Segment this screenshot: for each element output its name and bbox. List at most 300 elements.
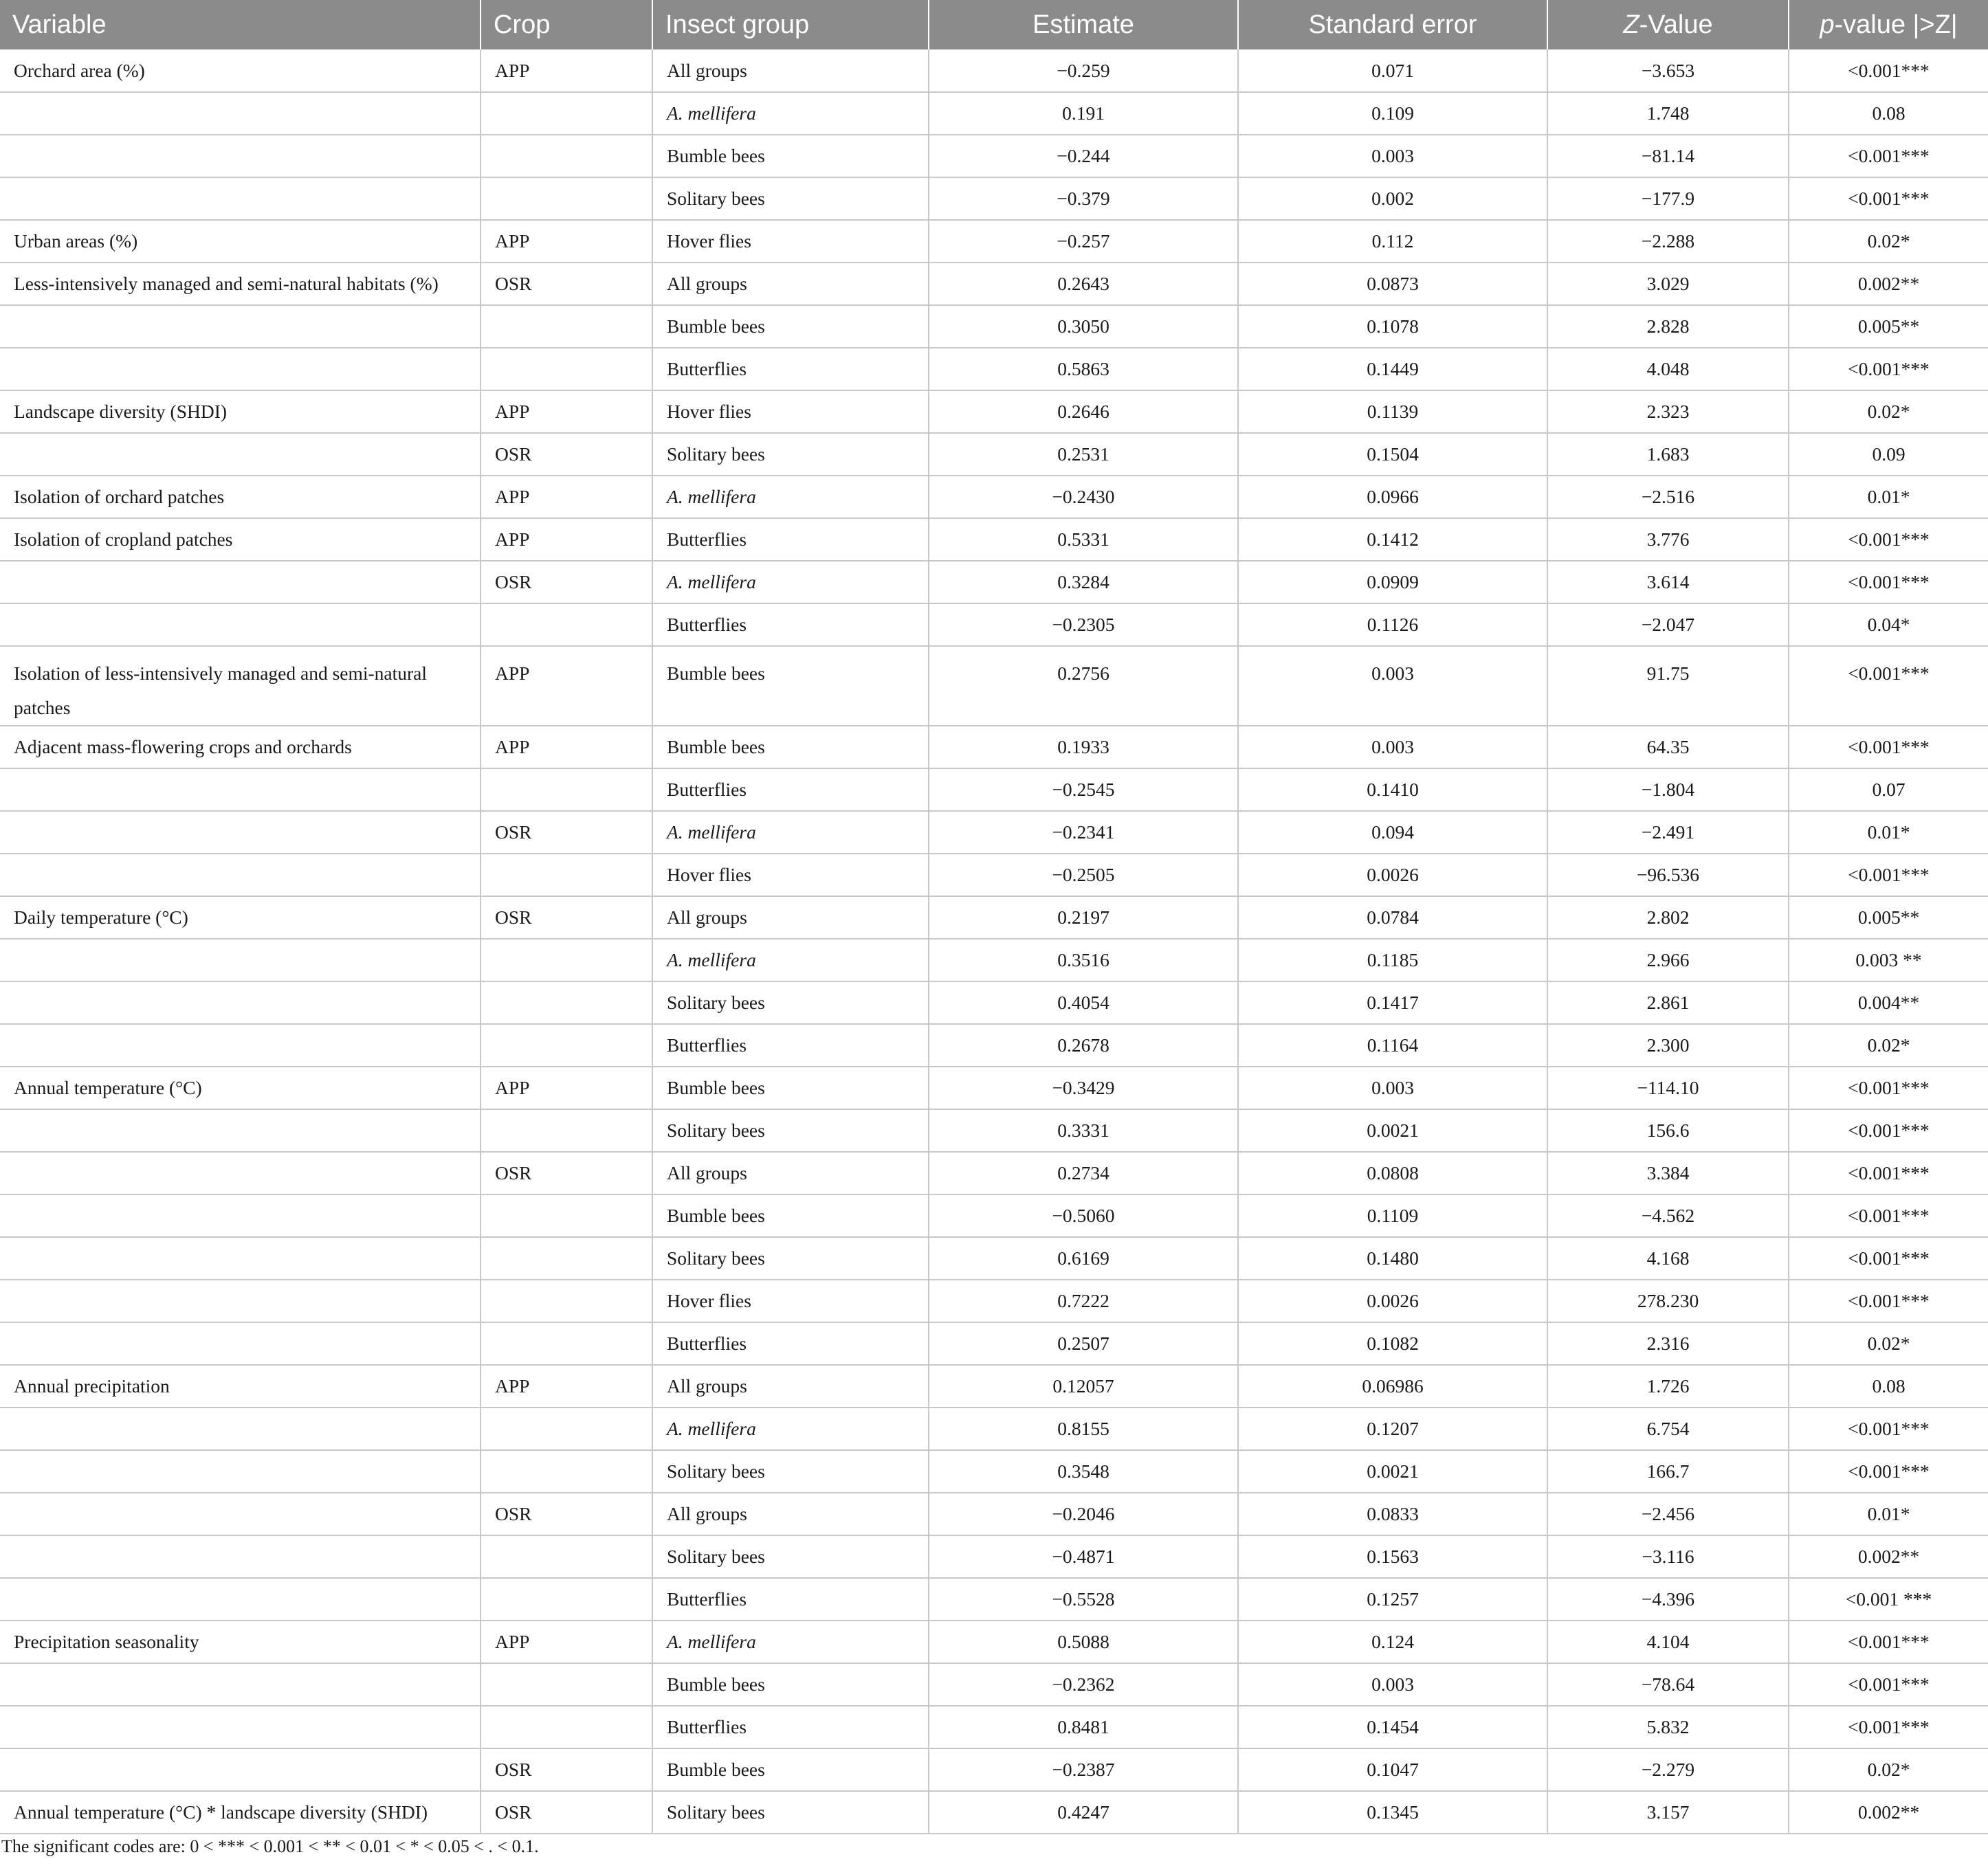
cell-z-value: 2.323	[1547, 390, 1789, 433]
cell-variable	[0, 1280, 481, 1322]
table-row	[0, 220, 1988, 263]
cell-insect-group: All groups	[652, 263, 929, 305]
cell-estimate: 0.3548	[929, 1450, 1238, 1493]
cell-insect-group: Butterflies	[652, 1024, 929, 1067]
cell-estimate: −0.2545	[929, 768, 1238, 811]
cell-estimate: 0.4054	[929, 981, 1238, 1024]
cell-insect-group: Solitary bees	[652, 433, 929, 476]
cell-insect-group: Hover flies	[652, 854, 929, 896]
cell-estimate: 0.2643	[929, 263, 1238, 305]
cell-crop: OSR	[481, 811, 652, 854]
table-row	[0, 1450, 1988, 1493]
cell-z-value: 2.861	[1547, 981, 1789, 1024]
table-row	[0, 1365, 1988, 1408]
table-row	[0, 811, 1988, 854]
cell-standard-error: 0.071	[1238, 49, 1547, 92]
cell-standard-error: 0.1345	[1238, 1791, 1547, 1834]
cell-variable	[0, 1748, 481, 1791]
cell-standard-error: 0.1410	[1238, 768, 1547, 811]
table-row	[0, 92, 1988, 135]
header-p-italic: p	[1820, 10, 1835, 39]
cell-estimate: −0.2305	[929, 603, 1238, 646]
cell-insect-group: Butterflies	[652, 768, 929, 811]
cell-z-value: 5.832	[1547, 1706, 1789, 1748]
cell-variable: Adjacent mass-flowering crops and orchards	[0, 726, 481, 768]
cell-insect-group: All groups	[652, 49, 929, 92]
cell-variable: Isolation of orchard patches	[0, 476, 481, 518]
table-row	[0, 1237, 1988, 1280]
cell-insect-group: Bumble bees	[652, 1748, 929, 1791]
cell-variable	[0, 1152, 481, 1194]
cell-variable	[0, 768, 481, 811]
significance-footnote: The significant codes are: 0 < *** < 0.001 < ** < 0.01 < * < 0.05 < . < 0.1.	[1, 1836, 539, 1856]
cell-estimate: −0.3429	[929, 1067, 1238, 1109]
cell-p-value: 0.04*	[1789, 603, 1988, 646]
cell-estimate: 0.3516	[929, 939, 1238, 981]
cell-variable	[0, 135, 481, 177]
cell-standard-error: 0.1126	[1238, 603, 1547, 646]
cell-crop	[481, 939, 652, 981]
table-row	[0, 518, 1988, 561]
cell-p-value: <0.001***	[1789, 1280, 1988, 1322]
cell-insect-group: All groups	[652, 1365, 929, 1408]
cell-crop: OSR	[481, 263, 652, 305]
cell-insect-group: All groups	[652, 1493, 929, 1535]
cell-z-value: 156.6	[1547, 1109, 1789, 1152]
table-body	[0, 49, 1988, 1834]
table-row	[0, 646, 1988, 726]
cell-variable	[0, 92, 481, 135]
cell-z-value: 1.726	[1547, 1365, 1789, 1408]
table-row	[0, 476, 1988, 518]
cell-variable	[0, 1663, 481, 1706]
cell-z-value: −81.14	[1547, 135, 1789, 177]
cell-p-value: <0.001***	[1789, 177, 1988, 220]
cell-insect-group: Butterflies	[652, 1706, 929, 1748]
cell-insect-group: A. mellifera	[652, 1621, 929, 1663]
cell-crop: APP	[481, 646, 652, 726]
table-row	[0, 433, 1988, 476]
cell-z-value: 4.048	[1547, 348, 1789, 390]
cell-estimate: −0.5060	[929, 1194, 1238, 1237]
cell-insect-group: A. mellifera	[652, 92, 929, 135]
table-row	[0, 1024, 1988, 1067]
cell-p-value: <0.001***	[1789, 1706, 1988, 1748]
cell-insect-group: All groups	[652, 896, 929, 939]
cell-z-value: −3.653	[1547, 49, 1789, 92]
cell-p-value: 0.005**	[1789, 305, 1988, 348]
cell-z-value: −2.491	[1547, 811, 1789, 854]
cell-variable: Landscape diversity (SHDI)	[0, 390, 481, 433]
table-row	[0, 1706, 1988, 1748]
cell-insect-group: A. mellifera	[652, 561, 929, 603]
cell-p-value: 0.004**	[1789, 981, 1988, 1024]
cell-crop	[481, 1109, 652, 1152]
cell-insect-group: Bumble bees	[652, 305, 929, 348]
header-estimate: Estimate	[929, 0, 1238, 49]
cell-p-value: <0.001***	[1789, 135, 1988, 177]
cell-crop	[481, 177, 652, 220]
cell-insect-group: Hover flies	[652, 1280, 929, 1322]
cell-crop	[481, 854, 652, 896]
cell-variable: Precipitation seasonality	[0, 1621, 481, 1663]
cell-z-value: 3.384	[1547, 1152, 1789, 1194]
cell-z-value: −114.10	[1547, 1067, 1789, 1109]
cell-z-value: 91.75	[1547, 646, 1789, 726]
cell-z-value: −2.279	[1547, 1748, 1789, 1791]
cell-estimate: 0.191	[929, 92, 1238, 135]
cell-crop	[481, 768, 652, 811]
cell-insect-group: Butterflies	[652, 1322, 929, 1365]
table-row	[0, 1152, 1988, 1194]
table-row	[0, 348, 1988, 390]
cell-estimate: 0.2646	[929, 390, 1238, 433]
cell-variable	[0, 1535, 481, 1578]
cell-crop: APP	[481, 476, 652, 518]
cell-insect-group: Bumble bees	[652, 646, 929, 726]
table-row	[0, 768, 1988, 811]
cell-p-value: 0.02*	[1789, 390, 1988, 433]
cell-estimate: 0.2756	[929, 646, 1238, 726]
cell-standard-error: 0.1454	[1238, 1706, 1547, 1748]
cell-standard-error: 0.0909	[1238, 561, 1547, 603]
cell-p-value: 0.002**	[1789, 1791, 1988, 1834]
table-row	[0, 1748, 1988, 1791]
cell-standard-error: 0.1504	[1238, 433, 1547, 476]
cell-p-value: <0.001***	[1789, 49, 1988, 92]
cell-variable	[0, 433, 481, 476]
cell-p-value: 0.002**	[1789, 1535, 1988, 1578]
cell-estimate: 0.3050	[929, 305, 1238, 348]
cell-variable	[0, 177, 481, 220]
cell-p-value: 0.002**	[1789, 263, 1988, 305]
table-row	[0, 1578, 1988, 1621]
cell-crop	[481, 1194, 652, 1237]
cell-standard-error: 0.0021	[1238, 1109, 1547, 1152]
cell-estimate: 0.5088	[929, 1621, 1238, 1663]
cell-z-value: 3.614	[1547, 561, 1789, 603]
table-row	[0, 726, 1988, 768]
cell-variable	[0, 1578, 481, 1621]
cell-crop	[481, 348, 652, 390]
cell-variable: Urban areas (%)	[0, 220, 481, 263]
cell-crop	[481, 1578, 652, 1621]
cell-z-value: 3.029	[1547, 263, 1789, 305]
cell-p-value: 0.02*	[1789, 220, 1988, 263]
cell-z-value: −3.116	[1547, 1535, 1789, 1578]
cell-standard-error: 0.1078	[1238, 305, 1547, 348]
cell-estimate: −0.2430	[929, 476, 1238, 518]
cell-p-value: <0.001***	[1789, 348, 1988, 390]
table-row	[0, 1067, 1988, 1109]
cell-z-value: 6.754	[1547, 1408, 1789, 1450]
cell-variable	[0, 1450, 481, 1493]
cell-variable	[0, 1493, 481, 1535]
cell-p-value: 0.02*	[1789, 1024, 1988, 1067]
cell-insect-group: Hover flies	[652, 220, 929, 263]
cell-p-value: <0.001***	[1789, 726, 1988, 768]
cell-crop: APP	[481, 1621, 652, 1663]
cell-p-value: <0.001***	[1789, 1450, 1988, 1493]
cell-crop	[481, 1663, 652, 1706]
cell-standard-error: 0.06986	[1238, 1365, 1547, 1408]
header-insect-group: Insect group	[652, 0, 929, 49]
cell-standard-error: 0.1412	[1238, 518, 1547, 561]
header-crop: Crop	[481, 0, 652, 49]
table-row	[0, 561, 1988, 603]
table-row	[0, 390, 1988, 433]
cell-standard-error: 0.1449	[1238, 348, 1547, 390]
table-row	[0, 177, 1988, 220]
cell-crop	[481, 1024, 652, 1067]
cell-z-value: −2.456	[1547, 1493, 1789, 1535]
cell-estimate: 0.12057	[929, 1365, 1238, 1408]
cell-p-value: <0.001 ***	[1789, 1578, 1988, 1621]
header-z-value	[1547, 0, 1789, 49]
header-p-value	[1789, 0, 1988, 49]
cell-z-value: 4.168	[1547, 1237, 1789, 1280]
cell-variable	[0, 981, 481, 1024]
cell-z-value: 2.300	[1547, 1024, 1789, 1067]
cell-insect-group: Butterflies	[652, 603, 929, 646]
table-row	[0, 1535, 1988, 1578]
cell-p-value: 0.07	[1789, 768, 1988, 811]
cell-crop: APP	[481, 1067, 652, 1109]
cell-standard-error: 0.0021	[1238, 1450, 1547, 1493]
cell-insect-group: A. mellifera	[652, 476, 929, 518]
table-row	[0, 603, 1988, 646]
cell-estimate: −0.2362	[929, 1663, 1238, 1706]
table-row	[0, 1194, 1988, 1237]
cell-crop: APP	[481, 518, 652, 561]
cell-crop	[481, 1237, 652, 1280]
cell-z-value: 64.35	[1547, 726, 1789, 768]
cell-variable	[0, 1322, 481, 1365]
cell-crop	[481, 1450, 652, 1493]
cell-standard-error: 0.109	[1238, 92, 1547, 135]
cell-standard-error: 0.0873	[1238, 263, 1547, 305]
cell-standard-error: 0.094	[1238, 811, 1547, 854]
cell-crop	[481, 1706, 652, 1748]
cell-variable	[0, 305, 481, 348]
cell-estimate: 0.8155	[929, 1408, 1238, 1450]
table-row	[0, 305, 1988, 348]
cell-variable	[0, 561, 481, 603]
cell-standard-error: 0.1417	[1238, 981, 1547, 1024]
cell-crop	[481, 305, 652, 348]
cell-variable	[0, 1024, 481, 1067]
table-row	[0, 1280, 1988, 1322]
cell-crop	[481, 135, 652, 177]
cell-estimate: 0.2531	[929, 433, 1238, 476]
cell-p-value: <0.001***	[1789, 1408, 1988, 1450]
cell-p-value: <0.001***	[1789, 646, 1988, 726]
cell-estimate: 0.6169	[929, 1237, 1238, 1280]
cell-standard-error: 0.1563	[1238, 1535, 1547, 1578]
cell-estimate: −0.2341	[929, 811, 1238, 854]
cell-standard-error: 0.1109	[1238, 1194, 1547, 1237]
header-p-suffix: -value |>Z|	[1834, 10, 1958, 39]
cell-estimate: 0.2734	[929, 1152, 1238, 1194]
cell-estimate: 0.2197	[929, 896, 1238, 939]
cell-estimate: 0.7222	[929, 1280, 1238, 1322]
cell-insect-group: Solitary bees	[652, 1450, 929, 1493]
cell-p-value: 0.02*	[1789, 1748, 1988, 1791]
cell-insect-group: Solitary bees	[652, 1109, 929, 1152]
cell-estimate: 0.3331	[929, 1109, 1238, 1152]
cell-insect-group: Bumble bees	[652, 1663, 929, 1706]
cell-variable	[0, 1237, 481, 1280]
cell-variable: Isolation of less-intensively managed and semi-natural patches	[0, 646, 481, 726]
cell-variable: Less-intensively managed and semi-natural habitats (%)	[0, 263, 481, 305]
cell-variable	[0, 939, 481, 981]
cell-insect-group: Solitary bees	[652, 177, 929, 220]
cell-crop: OSR	[481, 433, 652, 476]
cell-estimate: −0.5528	[929, 1578, 1238, 1621]
cell-p-value: 0.09	[1789, 433, 1988, 476]
cell-insect-group: All groups	[652, 1152, 929, 1194]
table-row	[0, 135, 1988, 177]
cell-insect-group: Solitary bees	[652, 981, 929, 1024]
cell-z-value: −177.9	[1547, 177, 1789, 220]
cell-insect-group: Bumble bees	[652, 726, 929, 768]
cell-insect-group: Solitary bees	[652, 1791, 929, 1834]
table-row	[0, 1791, 1988, 1834]
cell-p-value: <0.001***	[1789, 561, 1988, 603]
cell-estimate: −0.379	[929, 177, 1238, 220]
cell-estimate: 0.4247	[929, 1791, 1238, 1834]
cell-crop: APP	[481, 1365, 652, 1408]
cell-estimate: −0.2505	[929, 854, 1238, 896]
cell-standard-error: 0.1164	[1238, 1024, 1547, 1067]
table-row	[0, 1621, 1988, 1663]
cell-crop	[481, 981, 652, 1024]
cell-insect-group: A. mellifera	[652, 1408, 929, 1450]
cell-standard-error: 0.1139	[1238, 390, 1547, 433]
table-row	[0, 1408, 1988, 1450]
cell-standard-error: 0.0784	[1238, 896, 1547, 939]
cell-p-value: <0.001***	[1789, 1663, 1988, 1706]
cell-crop: APP	[481, 726, 652, 768]
cell-crop: OSR	[481, 896, 652, 939]
cell-standard-error: 0.0026	[1238, 854, 1547, 896]
cell-standard-error: 0.124	[1238, 1621, 1547, 1663]
cell-variable	[0, 1194, 481, 1237]
cell-estimate: 0.2507	[929, 1322, 1238, 1365]
table-row	[0, 263, 1988, 305]
cell-variable: Orchard area (%)	[0, 49, 481, 92]
cell-estimate: −0.244	[929, 135, 1238, 177]
cell-z-value: 278.230	[1547, 1280, 1789, 1322]
table-row	[0, 49, 1988, 92]
cell-p-value: <0.001***	[1789, 1194, 1988, 1237]
cell-standard-error: 0.003	[1238, 1663, 1547, 1706]
cell-crop: OSR	[481, 1493, 652, 1535]
cell-standard-error: 0.1207	[1238, 1408, 1547, 1450]
cell-insect-group: Bumble bees	[652, 1194, 929, 1237]
table-header	[0, 0, 1988, 49]
cell-crop	[481, 92, 652, 135]
cell-variable: Annual temperature (°C)	[0, 1067, 481, 1109]
cell-crop: OSR	[481, 1152, 652, 1194]
cell-variable	[0, 348, 481, 390]
cell-estimate: 0.3284	[929, 561, 1238, 603]
table-row	[0, 1322, 1988, 1365]
cell-estimate: −0.257	[929, 220, 1238, 263]
cell-p-value: <0.001***	[1789, 854, 1988, 896]
cell-p-value: <0.001***	[1789, 1152, 1988, 1194]
table-row	[0, 854, 1988, 896]
cell-variable: Annual precipitation	[0, 1365, 481, 1408]
table-row	[0, 1109, 1988, 1152]
cell-estimate: 0.5331	[929, 518, 1238, 561]
cell-variable	[0, 811, 481, 854]
cell-estimate: 0.2678	[929, 1024, 1238, 1067]
cell-crop	[481, 1322, 652, 1365]
cell-insect-group: A. mellifera	[652, 811, 929, 854]
cell-standard-error: 0.003	[1238, 646, 1547, 726]
cell-variable	[0, 603, 481, 646]
cell-p-value: 0.02*	[1789, 1322, 1988, 1365]
cell-z-value: −1.804	[1547, 768, 1789, 811]
cell-estimate: 0.5863	[929, 348, 1238, 390]
cell-insect-group: Butterflies	[652, 518, 929, 561]
cell-z-value: −78.64	[1547, 1663, 1789, 1706]
cell-p-value: 0.08	[1789, 92, 1988, 135]
cell-p-value: <0.001***	[1789, 518, 1988, 561]
table-row	[0, 981, 1988, 1024]
cell-z-value: 166.7	[1547, 1450, 1789, 1493]
cell-standard-error: 0.002	[1238, 177, 1547, 220]
header-z-italic: Z	[1623, 10, 1639, 39]
table-row	[0, 896, 1988, 939]
cell-variable	[0, 854, 481, 896]
cell-crop	[481, 1535, 652, 1578]
cell-crop: OSR	[481, 1791, 652, 1834]
cell-insect-group: Butterflies	[652, 348, 929, 390]
cell-insect-group: Bumble bees	[652, 1067, 929, 1109]
cell-p-value: <0.001***	[1789, 1067, 1988, 1109]
header-row	[0, 0, 1988, 49]
cell-z-value: 2.316	[1547, 1322, 1789, 1365]
cell-z-value: 1.748	[1547, 92, 1789, 135]
cell-crop	[481, 603, 652, 646]
cell-p-value: 0.08	[1789, 1365, 1988, 1408]
cell-standard-error: 0.003	[1238, 726, 1547, 768]
cell-crop: APP	[481, 390, 652, 433]
cell-variable	[0, 1109, 481, 1152]
cell-estimate: 0.8481	[929, 1706, 1238, 1748]
cell-variable: Isolation of cropland patches	[0, 518, 481, 561]
cell-z-value: 3.776	[1547, 518, 1789, 561]
cell-crop	[481, 1408, 652, 1450]
cell-p-value: <0.001***	[1789, 1109, 1988, 1152]
cell-crop: APP	[481, 49, 652, 92]
cell-z-value: −2.288	[1547, 220, 1789, 263]
cell-p-value: 0.003 **	[1789, 939, 1988, 981]
cell-z-value: −2.047	[1547, 603, 1789, 646]
cell-p-value: <0.001***	[1789, 1237, 1988, 1280]
cell-insect-group: Butterflies	[652, 1578, 929, 1621]
cell-p-value: <0.001***	[1789, 1621, 1988, 1663]
cell-crop: APP	[481, 220, 652, 263]
cell-z-value: 2.802	[1547, 896, 1789, 939]
cell-z-value: 4.104	[1547, 1621, 1789, 1663]
cell-standard-error: 0.1480	[1238, 1237, 1547, 1280]
header-variable: Variable	[0, 0, 481, 49]
cell-variable: Annual temperature (°C) * landscape diversity (SHDI)	[0, 1791, 481, 1834]
cell-p-value: 0.01*	[1789, 1493, 1988, 1535]
